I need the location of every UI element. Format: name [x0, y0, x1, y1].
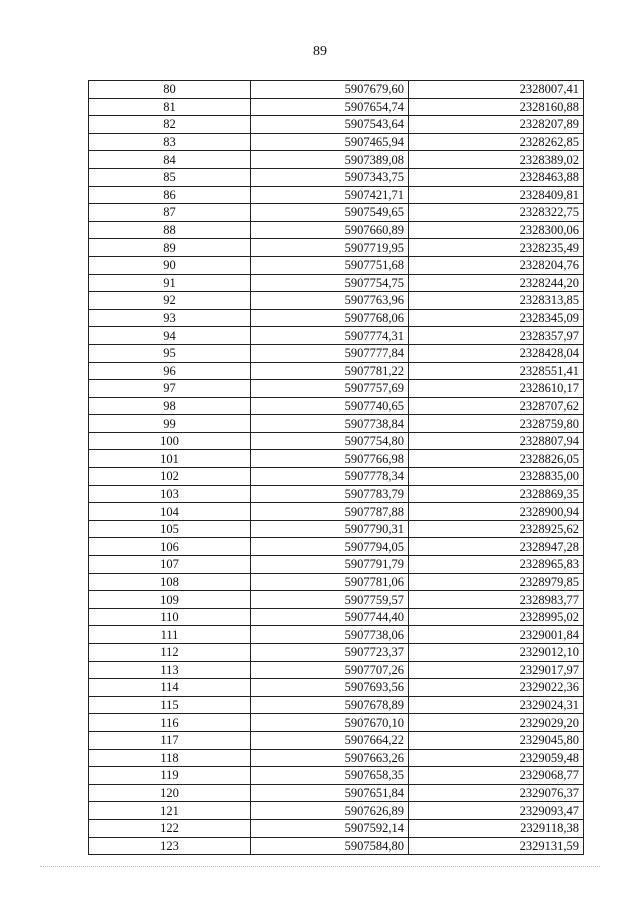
point-number-cell: 106: [89, 538, 251, 556]
x-coordinate-cell: 5907754,75: [251, 274, 409, 292]
y-coordinate-cell: 2328947,28: [409, 538, 584, 556]
x-coordinate-cell: 5907543,64: [251, 116, 409, 134]
table-row: [89, 468, 584, 486]
y-coordinate-cell: 2328345,09: [409, 309, 584, 327]
point-number-cell: 96: [89, 362, 251, 380]
x-coordinate-cell: 5907670,10: [251, 714, 409, 732]
x-coordinate-cell: 5907723,37: [251, 644, 409, 662]
table-row: [89, 204, 584, 222]
point-number-cell: 100: [89, 432, 251, 450]
x-coordinate-cell: 5907343,75: [251, 168, 409, 186]
x-coordinate-cell: 5907778,34: [251, 468, 409, 486]
y-coordinate-cell: 2329131,59: [409, 837, 584, 855]
table-row: [89, 133, 584, 151]
point-number-cell: 91: [89, 274, 251, 292]
table-row: [89, 151, 584, 169]
table-row: [89, 714, 584, 732]
table-row: [89, 485, 584, 503]
point-number-cell: 92: [89, 292, 251, 310]
point-number-cell: 93: [89, 309, 251, 327]
point-number-cell: 102: [89, 468, 251, 486]
y-coordinate-cell: 2329029,20: [409, 714, 584, 732]
y-coordinate-cell: 2328807,94: [409, 432, 584, 450]
x-coordinate-cell: 5907654,74: [251, 98, 409, 116]
point-number-cell: 123: [89, 837, 251, 855]
table-row: [89, 362, 584, 380]
y-coordinate-cell: 2328428,04: [409, 344, 584, 362]
x-coordinate-cell: 5907707,26: [251, 661, 409, 679]
y-coordinate-cell: 2328551,41: [409, 362, 584, 380]
point-number-cell: 97: [89, 380, 251, 398]
point-number-cell: 114: [89, 679, 251, 697]
table-row: [89, 327, 584, 345]
table-row: [89, 749, 584, 767]
table-row: [89, 520, 584, 538]
point-number-cell: 105: [89, 520, 251, 538]
table-row: [89, 309, 584, 327]
point-number-cell: 110: [89, 608, 251, 626]
point-number-cell: 117: [89, 731, 251, 749]
x-coordinate-cell: 5907763,96: [251, 292, 409, 310]
point-number-cell: 87: [89, 204, 251, 222]
y-coordinate-cell: 2329001,84: [409, 626, 584, 644]
table-row: [89, 661, 584, 679]
table-row: [89, 415, 584, 433]
x-coordinate-cell: 5907781,22: [251, 362, 409, 380]
table-row: [89, 380, 584, 398]
x-coordinate-cell: 5907794,05: [251, 538, 409, 556]
x-coordinate-cell: 5907663,26: [251, 749, 409, 767]
point-number-cell: 94: [89, 327, 251, 345]
y-coordinate-cell: 2328389,02: [409, 151, 584, 169]
y-coordinate-cell: 2328204,76: [409, 256, 584, 274]
point-number-cell: 120: [89, 784, 251, 802]
y-coordinate-cell: 2328925,62: [409, 520, 584, 538]
y-coordinate-cell: 2328995,02: [409, 608, 584, 626]
point-number-cell: 81: [89, 98, 251, 116]
x-coordinate-cell: 5907790,31: [251, 520, 409, 538]
y-coordinate-cell: 2328965,83: [409, 556, 584, 574]
y-coordinate-cell: 2328300,06: [409, 221, 584, 239]
x-coordinate-cell: 5907465,94: [251, 133, 409, 151]
table-row: [89, 538, 584, 556]
table-row: [89, 802, 584, 820]
table-row: [89, 168, 584, 186]
y-coordinate-cell: 2329118,38: [409, 819, 584, 837]
y-coordinate-cell: 2328835,00: [409, 468, 584, 486]
y-coordinate-cell: 2329068,77: [409, 767, 584, 785]
scan-artifact-line: [40, 866, 600, 868]
table-row: [89, 556, 584, 574]
table-row: [89, 81, 584, 99]
table-row: [89, 626, 584, 644]
y-coordinate-cell: 2328707,62: [409, 397, 584, 415]
point-number-cell: 109: [89, 591, 251, 609]
x-coordinate-cell: 5907664,22: [251, 731, 409, 749]
table-row: [89, 608, 584, 626]
table-row: [89, 503, 584, 521]
table-row: [89, 837, 584, 855]
table-row: [89, 767, 584, 785]
x-coordinate-cell: 5907626,89: [251, 802, 409, 820]
y-coordinate-cell: 2328900,94: [409, 503, 584, 521]
point-number-cell: 80: [89, 81, 251, 99]
point-number-cell: 119: [89, 767, 251, 785]
y-coordinate-cell: 2328235,49: [409, 239, 584, 257]
x-coordinate-cell: 5907751,68: [251, 256, 409, 274]
y-coordinate-cell: 2328262,85: [409, 133, 584, 151]
y-coordinate-cell: 2329059,48: [409, 749, 584, 767]
x-coordinate-cell: 5907768,06: [251, 309, 409, 327]
point-number-cell: 122: [89, 819, 251, 837]
y-coordinate-cell: 2328409,81: [409, 186, 584, 204]
x-coordinate-cell: 5907389,08: [251, 151, 409, 169]
x-coordinate-cell: 5907783,79: [251, 485, 409, 503]
point-number-cell: 111: [89, 626, 251, 644]
point-number-cell: 90: [89, 256, 251, 274]
point-number-cell: 121: [89, 802, 251, 820]
table-row: [89, 98, 584, 116]
x-coordinate-cell: 5907774,31: [251, 327, 409, 345]
x-coordinate-cell: 5907766,98: [251, 450, 409, 468]
y-coordinate-cell: 2328610,17: [409, 380, 584, 398]
y-coordinate-cell: 2328160,88: [409, 98, 584, 116]
y-coordinate-cell: 2329022,36: [409, 679, 584, 697]
x-coordinate-cell: 5907757,69: [251, 380, 409, 398]
y-coordinate-cell: 2328313,85: [409, 292, 584, 310]
table-row: [89, 239, 584, 257]
table-row: [89, 432, 584, 450]
point-number-cell: 83: [89, 133, 251, 151]
y-coordinate-cell: 2328979,85: [409, 573, 584, 591]
point-number-cell: 86: [89, 186, 251, 204]
table-row: [89, 116, 584, 134]
point-number-cell: 88: [89, 221, 251, 239]
x-coordinate-cell: 5907719,95: [251, 239, 409, 257]
x-coordinate-cell: 5907421,71: [251, 186, 409, 204]
point-number-cell: 103: [89, 485, 251, 503]
table-row: [89, 731, 584, 749]
point-number-cell: 108: [89, 573, 251, 591]
table-row: [89, 784, 584, 802]
x-coordinate-cell: 5907679,60: [251, 81, 409, 99]
x-coordinate-cell: 5907777,84: [251, 344, 409, 362]
table-row: [89, 819, 584, 837]
point-number-cell: 107: [89, 556, 251, 574]
x-coordinate-cell: 5907584,80: [251, 837, 409, 855]
point-number-cell: 82: [89, 116, 251, 134]
table-row: [89, 274, 584, 292]
point-number-cell: 113: [89, 661, 251, 679]
y-coordinate-cell: 2328207,89: [409, 116, 584, 134]
x-coordinate-cell: 5907781,06: [251, 573, 409, 591]
point-number-cell: 101: [89, 450, 251, 468]
x-coordinate-cell: 5907759,57: [251, 591, 409, 609]
point-number-cell: 116: [89, 714, 251, 732]
x-coordinate-cell: 5907660,89: [251, 221, 409, 239]
point-number-cell: 98: [89, 397, 251, 415]
x-coordinate-cell: 5907651,84: [251, 784, 409, 802]
y-coordinate-cell: 2329045,80: [409, 731, 584, 749]
table-row: [89, 221, 584, 239]
point-number-cell: 89: [89, 239, 251, 257]
y-coordinate-cell: 2328007,41: [409, 81, 584, 99]
table-row: [89, 591, 584, 609]
table-row: [89, 292, 584, 310]
y-coordinate-cell: 2328869,35: [409, 485, 584, 503]
y-coordinate-cell: 2328322,75: [409, 204, 584, 222]
coordinates-table-body: [89, 81, 584, 855]
y-coordinate-cell: 2329093,47: [409, 802, 584, 820]
x-coordinate-cell: 5907549,65: [251, 204, 409, 222]
point-number-cell: 85: [89, 168, 251, 186]
table-row: [89, 186, 584, 204]
y-coordinate-cell: 2328244,20: [409, 274, 584, 292]
y-coordinate-cell: 2328463,88: [409, 168, 584, 186]
y-coordinate-cell: 2328983,77: [409, 591, 584, 609]
x-coordinate-cell: 5907791,79: [251, 556, 409, 574]
y-coordinate-cell: 2329017,97: [409, 661, 584, 679]
x-coordinate-cell: 5907754,80: [251, 432, 409, 450]
y-coordinate-cell: 2328759,80: [409, 415, 584, 433]
y-coordinate-cell: 2329076,37: [409, 784, 584, 802]
x-coordinate-cell: 5907738,06: [251, 626, 409, 644]
x-coordinate-cell: 5907744,40: [251, 608, 409, 626]
table-row: [89, 397, 584, 415]
x-coordinate-cell: 5907693,56: [251, 679, 409, 697]
table-row: [89, 256, 584, 274]
coordinates-table: [88, 80, 584, 855]
x-coordinate-cell: 5907740,65: [251, 397, 409, 415]
table-row: [89, 450, 584, 468]
table-row: [89, 644, 584, 662]
point-number-cell: 115: [89, 696, 251, 714]
x-coordinate-cell: 5907658,35: [251, 767, 409, 785]
point-number-cell: 84: [89, 151, 251, 169]
x-coordinate-cell: 5907738,84: [251, 415, 409, 433]
table-row: [89, 679, 584, 697]
table-row: [89, 344, 584, 362]
point-number-cell: 99: [89, 415, 251, 433]
y-coordinate-cell: 2329012,10: [409, 644, 584, 662]
table-row: [89, 573, 584, 591]
point-number-cell: 112: [89, 644, 251, 662]
x-coordinate-cell: 5907592,14: [251, 819, 409, 837]
x-coordinate-cell: 5907787,88: [251, 503, 409, 521]
point-number-cell: 104: [89, 503, 251, 521]
table-row: [89, 696, 584, 714]
x-coordinate-cell: 5907678,89: [251, 696, 409, 714]
y-coordinate-cell: 2328826,05: [409, 450, 584, 468]
page-number: 89: [313, 44, 327, 59]
point-number-cell: 95: [89, 344, 251, 362]
point-number-cell: 118: [89, 749, 251, 767]
y-coordinate-cell: 2329024,31: [409, 696, 584, 714]
y-coordinate-cell: 2328357,97: [409, 327, 584, 345]
